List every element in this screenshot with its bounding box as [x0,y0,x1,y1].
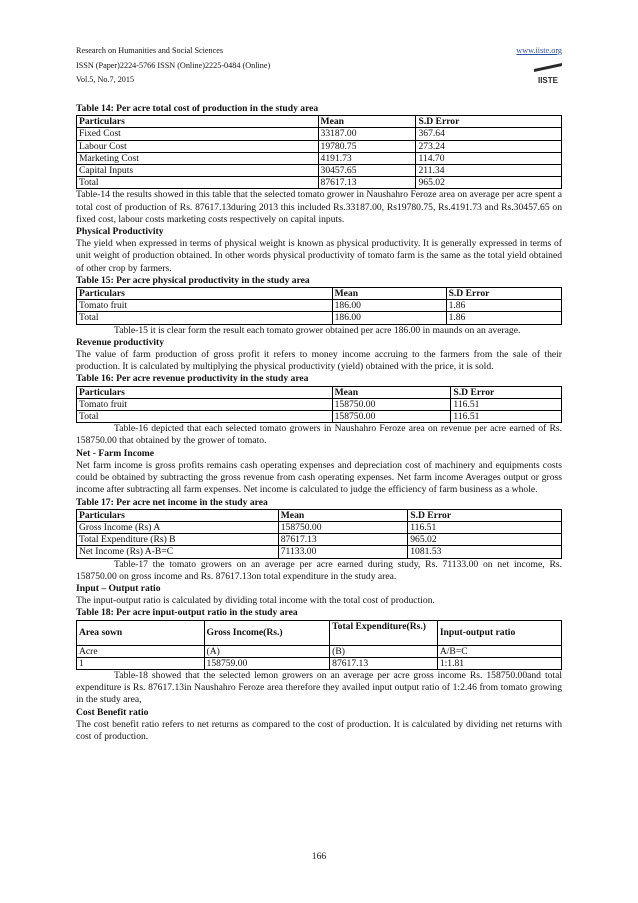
issn-line: ISSN (Paper)2224-5766 ISSN (Online)2225-0484 (Online) [76,60,271,70]
net-farm-income-text: Net farm income is gross profits remains cash operating expenses and depreciation cost of machinery and equipments costs could be obtained by subtracting the gross revenue from cash operating expenses. Net farm income Averages output or gross income after subtracting all farm expenses. Net income is calculated to judge the efficiency of farm business as a whole. [76,459,562,496]
column-header: S.D Error [408,509,562,521]
column-header: S.D Error [416,116,562,128]
volume-line: Vol.5, No.7, 2015 [76,75,135,84]
table-row [77,645,562,657]
table-cell: 1 [77,657,205,669]
table-cell: 4191.73 [318,152,416,164]
table18-caption: Table 18: Per acre input-output ratio in the study area [76,607,298,619]
table-header-row [77,509,562,521]
table-row [77,165,562,177]
column-header: Area sown [77,620,205,645]
table15 [76,287,562,325]
table-cell: 158759.00 [204,657,330,669]
table-cell: Labour Cost [77,140,319,152]
table-cell: 211.34 [416,165,562,177]
table-cell: 19780.75 [318,140,416,152]
table-cell: 30457.65 [318,165,416,177]
column-header: Particulars [77,509,279,521]
table-cell: Gross Income (Rs) A [77,521,279,533]
table-cell: Acre [77,645,205,657]
column-header: S.D Error [446,288,561,300]
column-header: Mean [332,288,446,300]
table-header-row [77,620,562,645]
table-cell: Capital Inputs [77,165,319,177]
table-cell: 1.86 [446,300,561,312]
table-cell: 367.64 [416,128,562,140]
table-header-row [77,386,562,398]
column-header: Mean [278,509,407,521]
column-header: Total Expenditure(Rs.) [330,620,438,645]
column-header: Mean [318,116,416,128]
table-cell: 116.51 [451,411,562,423]
table-row [77,152,562,164]
table-cell: 116.51 [408,521,562,533]
table16-discussion: Table-16 depicted that each selected tomato growers in Naushahro Feroze area on revenue per acre earned of Rs. 158750.00 that obtained by the grower of tomato. [76,423,562,447]
table-row [77,177,562,189]
column-header: Gross Income(Rs.) [204,620,330,645]
table-cell: Total Expenditure (Rs) B [77,534,279,546]
logo-text: IISTE [537,76,559,85]
column-header: Mean [332,386,451,398]
table-cell: 965.02 [408,534,562,546]
column-header: Particulars [77,116,319,128]
table18 [76,620,562,670]
iiste-logo [534,57,562,85]
input-output-heading: Input – Output ratio [76,582,161,594]
cost-benefit-text: The cost benefit ratio refers to net returns as compared to the cost of production. It is calculated by dividing net returns with cost of production. [76,718,562,742]
table-row [77,128,562,140]
input-output-text: The input-output ratio is calculated by dividing total income with the total cost of production. [76,595,435,607]
table-cell: Total [77,411,333,423]
table-row [77,657,562,669]
table18-discussion: Table-18 showed that the selected lemon growers on an average per acre gross income Rs. 158750.00and total expenditure is Rs. 87617.13in Naushahro Feroze area therefore they availed input output ratio of 1:2.46 from tomato growing in the study area, [76,669,562,706]
table17-caption: Table 17: Per acre net income in the study area [76,496,268,508]
table16-caption: Table 16: Per acre revenue productivity in the study area [76,373,309,385]
table16 [76,386,562,424]
table-cell: (B) [330,645,438,657]
table-cell: 87617.13 [318,177,416,189]
table17-discussion: Table-17 the tomato growers on an average per acre earned during study, Rs. 71133.00 on net income, Rs. 158750.00 on gross income and Rs. 87617.13on total expenditure in the study area. [76,558,562,582]
table-cell: 186.00 [332,300,446,312]
table-cell: 186.00 [332,312,446,324]
table-row [77,546,562,558]
table-header-row [77,288,562,300]
table-cell: Tomato fruit [77,300,333,312]
physical-productivity-text: The yield when expressed in terms of physical weight is known as physical productivity. It is generally expressed in terms of unit weight of production obtained. In other words physical productivity of tomato farm is the same as the total yield obtained of other crop by farmers. [76,238,562,274]
table-cell: 114.70 [416,152,562,164]
table-row [77,411,562,423]
revenue-productivity-heading: Revenue productivity [76,336,165,348]
journal-name: Research on Humanities and Social Sciences [76,46,224,55]
table-cell: 1:1.81 [437,657,561,669]
table-row [77,521,562,533]
table15-discussion: Table-15 it is clear form the result each tomato grower obtained per acre 186.00 in maunds on an average. [114,324,521,336]
table-cell: 1081.53 [408,546,562,558]
page-number: 166 [311,851,327,862]
table-cell: 965.02 [416,177,562,189]
table-cell: 273.24 [416,140,562,152]
table-header-row [77,116,562,128]
table-cell: 116.51 [451,398,562,410]
revenue-productivity-text: The value of farm production of gross profit it refers to money income accruing to the farmers from the sale of their production. It is calculated by multiplying the physical productivity (yield) obtained with the price, it is sold. [76,349,562,373]
table-cell: Fixed Cost [77,128,319,140]
column-header: Particulars [77,288,333,300]
table-row [77,140,562,152]
cost-benefit-heading: Cost Benefit ratio [76,706,149,718]
physical-productivity-heading: Physical Productivity [76,226,164,238]
table-cell: 158750.00 [332,398,451,410]
table14 [76,115,562,189]
table14-discussion: Table-14 the results showed in this table that the selected tomato grower in Naushahro Feroze area on average per acre spent a total cost of production of Rs. 87617.13during 2013 this included Rs.33187.00, Rs19780.75, Rs.4191.73 and Rs.30457.65 on fixed cost, labour costs marketing costs respectively on capital inputs. [76,189,562,225]
column-header: Input-output ratio [437,620,561,645]
table-cell: 71133.00 [278,546,407,558]
article-body [76,103,562,743]
table-cell: Net Income (Rs) A-B=C [77,546,279,558]
table-cell: Total [77,312,333,324]
table-cell: 87617.13 [330,657,438,669]
table15-caption: Table 15: Per acre physical productivity in the study area [76,274,310,286]
table14-caption: Table 14: Per acre total cost of production in the study area [76,103,319,114]
table-row [77,398,562,410]
table-cell: A/B=C [437,645,561,657]
table17 [76,509,562,559]
journal-url-link[interactable]: www.iiste.org [516,46,562,55]
column-header: S.D Error [451,386,562,398]
table-row [77,534,562,546]
table-cell: (A) [204,645,330,657]
table-cell: Total [77,177,319,189]
table-cell: Marketing Cost [77,152,319,164]
net-farm-income-heading: Net - Farm Income [76,447,155,459]
table-row [77,300,562,312]
table-cell: 1.86 [446,312,561,324]
column-header: Particulars [77,386,333,398]
table-cell: 158750.00 [332,411,451,423]
table-row [77,312,562,324]
table-cell: 33187.00 [318,128,416,140]
table-cell: 87617.13 [278,534,407,546]
table-cell: Tomato fruit [77,398,333,410]
table-cell: 158750.00 [278,521,407,533]
page-header [76,44,562,88]
